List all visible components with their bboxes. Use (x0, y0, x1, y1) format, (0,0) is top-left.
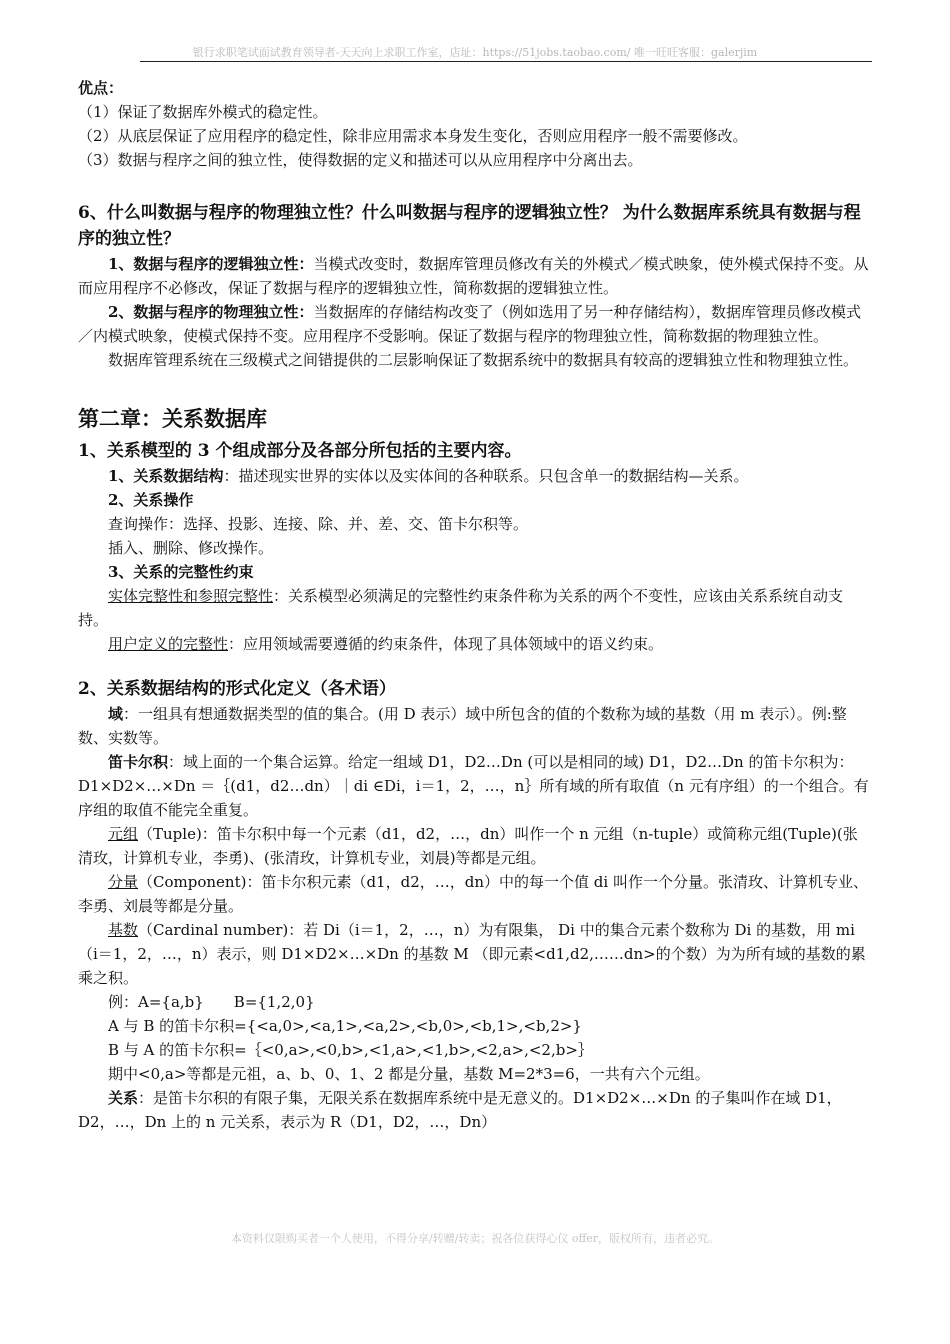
query-operations: 查询操作：选择、投影、连接、除、并、差、交、笛卡尔积等。 (108, 515, 529, 533)
relation-operations-lead: 2、关系操作 (108, 491, 194, 509)
section-1-title: 1、关系模型的 3 个组成部分及各部分所包括的主要内容。 (78, 441, 522, 461)
page-footer: 本资料仅限购买者一个人使用，不得分享/转赠/转卖；祝各位获得心仪 offer，版权所有，违者必究。 (230, 1232, 720, 1245)
item-lead: 1、关系数据结构 (108, 467, 224, 485)
term: 元组 (108, 825, 139, 843)
term: 基数 (108, 921, 139, 939)
example-line: 期中<0,a>等都是元祖，a、b、0、1、2 都是分量，基数 M=2*3=6，一共有六个元组。 (108, 1065, 710, 1083)
integrity-constraints-lead: 3、关系的完整性约束 (108, 563, 254, 581)
document-body (78, 76, 872, 1134)
paragraph-text: 当模式改变时，数据库管理员修改有关的外模式／模式映象，使外模式保持不变。从而应用程序不必修改，保证了数据与程序的逻辑独立性，简称数据的逻辑独立性。 (78, 255, 869, 297)
term-text: ：应用领域需要遵循的约束条件，体现了具体领域中的语义约束。 (228, 635, 664, 653)
term: 分量 (108, 873, 139, 891)
term: 实体完整性和参照完整性 (108, 587, 274, 605)
entity-referential-integrity (78, 584, 872, 632)
page-header: 银行求职笔试面试教育领导者-天天向上求职工作室，店址：https://51jobs.taobao.com/ 唯一旺旺客服：galerjim (192, 46, 758, 59)
example-line: 例：A={a,b} B={1,2,0} (108, 993, 315, 1011)
term-text: ：是笛卡尔积的有限子集，无限关系在数据库系统中是无意义的。D1×D2×…×Dn 的子集叫作在域 D1，D2，…，Dn 上的 n 元关系，表示为 R（D1，D2，…，Dn） (78, 1089, 842, 1131)
advantages-title: 优点： (78, 79, 124, 97)
question-6-title: 6、什么叫数据与程序的物理独立性？什么叫数据与程序的逻辑独立性？ 为什么数据库系统具有数据与程序的独立性？ (78, 203, 861, 249)
advantage-item: （3）数据与程序之间的独立性，使得数据的定义和描述可以从应用程序中分离出去。 (78, 151, 643, 169)
relation-definition (78, 1086, 872, 1134)
logical-independence-paragraph (78, 252, 872, 300)
term-text: ：一组具有想通数据类型的值的集合。(用 D 表示）域中所包含的值的个数称为域的基数（用 m 表示）。例:整数、实数等。 (78, 705, 847, 747)
item-text: ：描述现实世界的实体以及实体间的各种联系。只包含单一的数据结构—关系。 (223, 467, 749, 485)
section-2-title: 2、关系数据结构的形式化定义（各术语） (78, 679, 396, 699)
component-definition (78, 870, 872, 918)
chapter-title: 第二章：关系数据库 (78, 406, 267, 431)
paragraph-text: 当数据库的存储结构改变了（例如选用了另一种存储结构），数据库管理员修改模式／内模式映象，使模式保持不变。应用程序不受影响。保证了数据与程序的物理独立性，简称数据的物理独立性。 (78, 303, 861, 345)
header-rule (140, 61, 872, 62)
tuple-definition (78, 822, 872, 870)
example-line: B 与 A 的笛卡尔积=｛<0,a>,<0,b>,<1,a>,<1,b>,<2,a>,<2,b>｝ (108, 1041, 593, 1059)
cartesian-product-definition (78, 750, 872, 822)
term-text: （Cardinal number)：若 Di（i＝1，2，…，n）为有限集， Di 中的集合元素个数称为 Di 的基数，用 mi（i＝1，2，…，n）表示，则 D1×D2×…×Dn 的基数 M （即元素<d1,d2,……dn>的个数）为为所有域的基数的累乘之积。 (78, 921, 866, 987)
physical-independence-paragraph (78, 300, 872, 348)
cardinality-definition (78, 918, 872, 990)
term-text: ：关系模型必须满足的完整性约束条件称为关系的两个不变性，应该由关系系统自动支持。 (78, 587, 844, 629)
relation-structure-line (78, 464, 872, 488)
independence-summary: 数据库管理系统在三级模式之间错提供的二层影响保证了数据系统中的数据具有较高的逻辑独立性和物理独立性。 (108, 351, 859, 369)
update-operations: 插入、删除、修改操作。 (108, 539, 274, 557)
advantage-item: （2）从底层保证了应用程序的稳定性，除非应用需求本身发生变化，否则应用程序一般不需要修改。 (78, 127, 748, 145)
domain-definition (78, 702, 872, 750)
term-text: （Tuple)：笛卡尔积中每一个元素（d1，d2，…，dn）叫作一个 n 元组（n-tuple）或简称元组(Tuple)(张清玫，计算机专业，李勇)、(张清玫，计算机专业，刘晨)等都是元组。 (78, 825, 858, 867)
term: 域 (108, 705, 124, 723)
paragraph-lead: 1、数据与程序的逻辑独立性： (108, 255, 314, 273)
term-text: （Component)：笛卡尔积元素（d1，d2，…，dn）中的每一个值 di 叫作一个分量。张清玫、计算机专业、李勇、刘晨等都是分量。 (78, 873, 868, 915)
advantage-item: （1）保证了数据库外模式的稳定性。 (78, 103, 328, 121)
user-defined-integrity (78, 632, 872, 656)
term-text: ：域上面的一个集合运算。给定一组域 D1，D2…Dn (可以是相同的域) D1，D2…Dn 的笛卡尔积为：D1×D2×…×Dn ＝｛(d1，d2…dn）｜di ∈Di，i＝1，2，…，n｝所有域的所有取值（n 元有序组）的一个组合。有序组的取值不能完全重复。 (78, 753, 869, 819)
paragraph-lead: 2、数据与程序的物理独立性： (108, 303, 314, 321)
term: 关系 (108, 1089, 139, 1107)
example-line: A 与 B 的笛卡尔积={<a,0>,<a,1>,<a,2>,<b,0>,<b,1>,<b,2>} (108, 1017, 582, 1035)
term: 笛卡尔积 (108, 753, 169, 771)
term: 用户定义的完整性 (108, 635, 229, 653)
